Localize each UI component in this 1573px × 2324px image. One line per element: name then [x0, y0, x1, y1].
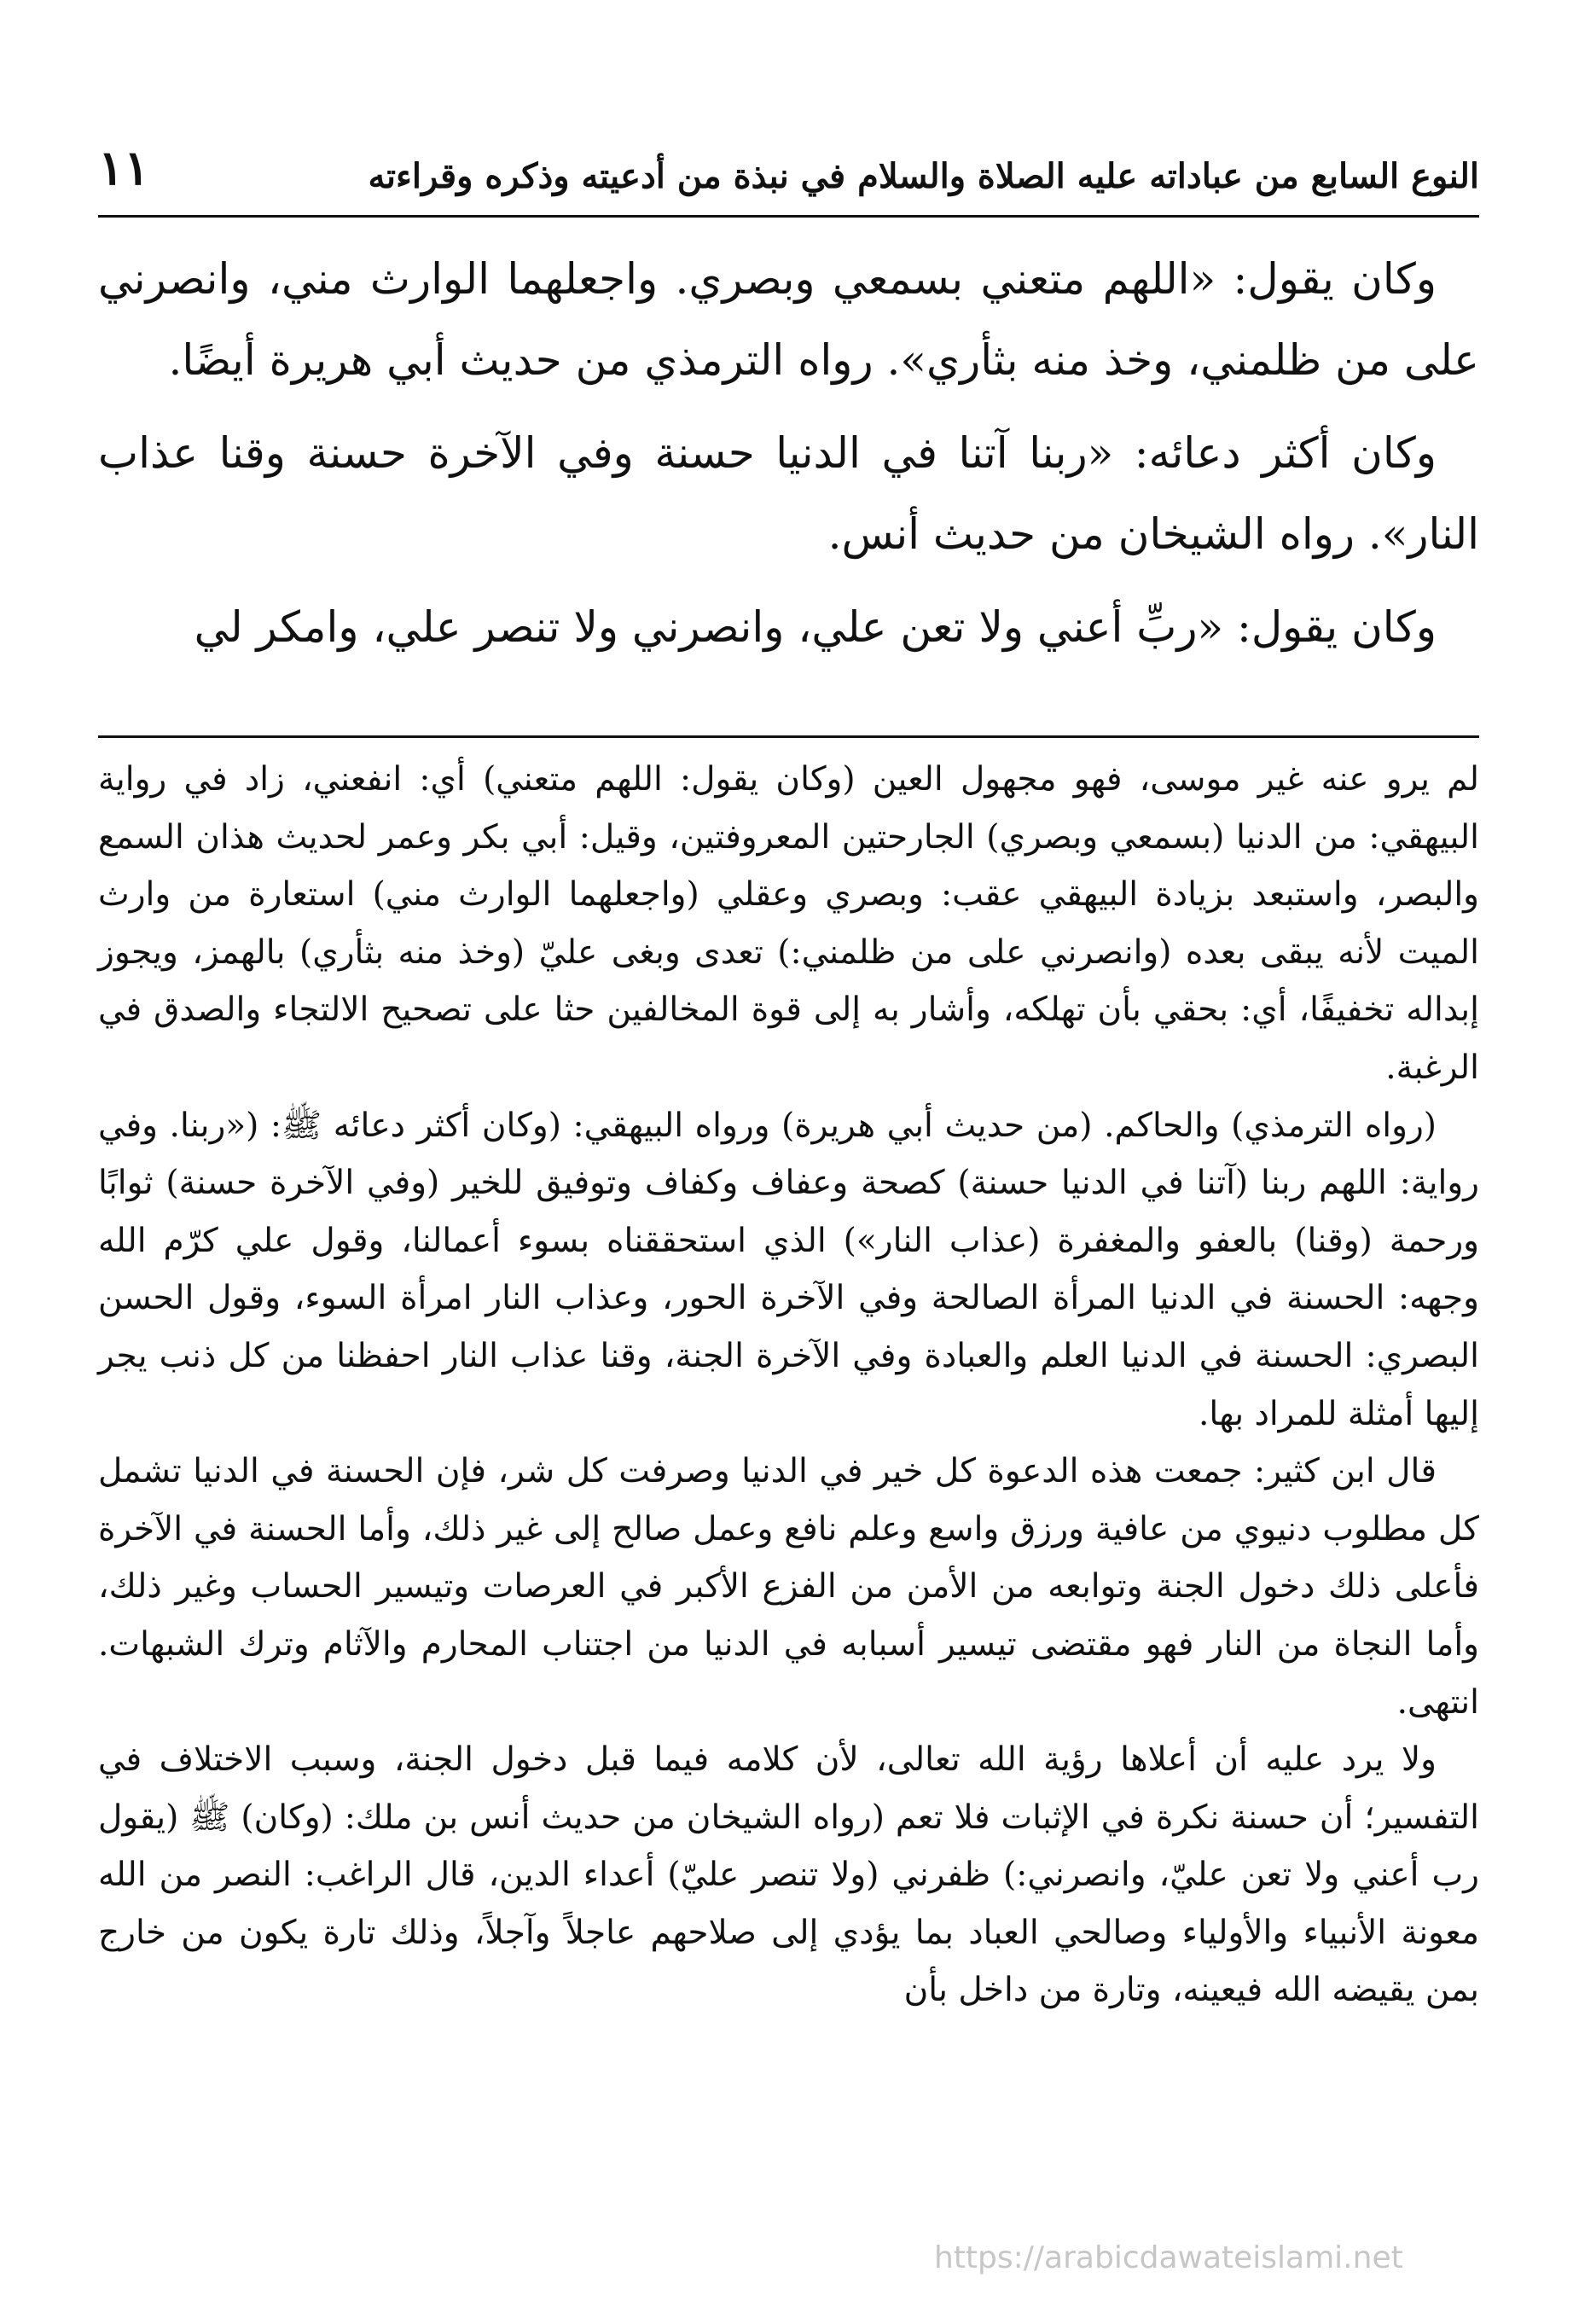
running-header — [98, 128, 1479, 196]
commentary-paragraph: (رواه الترمذي) والحاكم. (من حديث أبي هريرة) ورواه البيهقي: (وكان أكثر دعائه ﷺ: («ربنا. وفي رواية: اللهم ربنا (آتنا في الدنيا حسنة) كصحة وعفاف وكفاف وتوفيق للخير (وفي الآخرة حسنة) ثوابًا ورحمة (وقنا) بالعفو والمغفرة (عذاب النار») الذي استحققناه بسوء أعمالنا، وقول علي كرّم الله وجهه: الحسنة في الدنيا المرأة الصالحة وفي الآخرة الحور، وعذاب النار امرأة السوء، وقول الحسن البصري: الحسنة في الدنيا العلم والعبادة وفي الآخرة الجنة، وقنا عذاب النار احفظنا من كل ذنب يجر إليها أمثلة للمراد بها. — [98, 1106, 1479, 1433]
commentary-paragraph: قال ابن كثير: جمعت هذه الدعوة كل خير في الدنيا وصرفت كل شر، فإن الحسنة في الدنيا تشمل كل مطلوب دنيوي من عافية ورزق واسع وعلم نافع وعمل صالح إلى غير ذلك، وأما الحسنة في الآخرة فأعلى ذلك دخول الجنة وتوابعه من الأمن من الفزع الأكبر في العرصات وتيسير الحساب وغير ذلك، وأما النجاة من النار فهو مقتضى تيسير أسبابه في الدنيا من اجتناب المحارم والآثام وترك الشبهات. انتهى. — [98, 1452, 1479, 1722]
main-paragraph: وكان يقول: «اللهم متعني بسمعي وبصري. واجعلهما الوارث مني، وانصرني على من ظلمني، وخذ منه بثأري». رواه الترمذي من حديث أبي هريرة أيضًا. — [98, 254, 1479, 385]
commentary-paragraph: ولا يرد عليه أن أعلاها رؤية الله تعالى، لأن كلامه فيما قبل دخول الجنة، وسبب الاختلاف في التفسير؛ أن حسنة نكرة في الإثبات فلا تعم (رواه الشيخان من حديث أنس بن ملك: (وكان) ﷺ (يقول رب أعني ولا تعن عليّ، وانصرني:) ظفرني (ولا تنصر عليّ) أعداء الدين، قال الراغب: النصر من الله معونة الأنبياء والأولياء وصالحي العباد بما يؤدي إلى صلاحهم عاجلاً وآجلاً، وذلك تارة يكون من خارج بمن يقيضه الله فيعينه، وتارة من داخل بأن — [98, 1740, 1479, 2010]
commentary-text — [98, 751, 1479, 2019]
footnote-separator — [98, 735, 1479, 738]
main-paragraph: وكان أكثر دعائه: «ربنا آتنا في الدنيا حسنة وفي الآخرة حسنة وقنا عذاب النار». رواه الشيخان من حديث أنس. — [98, 428, 1479, 559]
header-rule — [98, 215, 1479, 218]
chapter-title: النوع السابع من عباداته عليه الصلاة والسلام في نبذة من أدعيته وذكره وقراءته — [368, 156, 1479, 196]
main-text — [98, 239, 1479, 680]
website-watermark: https://arabicdawateislami.net — [934, 2240, 1403, 2275]
commentary-paragraph: لم يرو عنه غير موسى، فهو مجهول العين (وكان يقول: اللهم متعني) أي: انفعني، زاد في رواية البيهقي: من الدنيا (بسمعي وبصري) الجارحتين المعروفتين، وقيل: أبي بكر وعمر لحديث هذان السمع والبصر، واستبعد بزيادة البيهقي عقب: وبصري وعقلي (واجعلهما الوارث مني) استعارة من وارث الميت لأنه يبقى بعده (وانصرني على من ظلمني:) تعدى وبغى عليّ (وخذ منه بثأري) بالهمز، ويجوز إبداله تخفيفًا، أي: بحقي بأن تهلكه، وأشار به إلى قوة المخالفين حثا على تصحيح الالتجاء والصدق في الرغبة. — [98, 760, 1479, 1087]
page-number: ١١ — [98, 140, 150, 196]
main-paragraph: وكان يقول: «ربِّ أعني ولا تعن علي، وانصرني ولا تنصر علي، وامكر لي — [194, 602, 1437, 652]
